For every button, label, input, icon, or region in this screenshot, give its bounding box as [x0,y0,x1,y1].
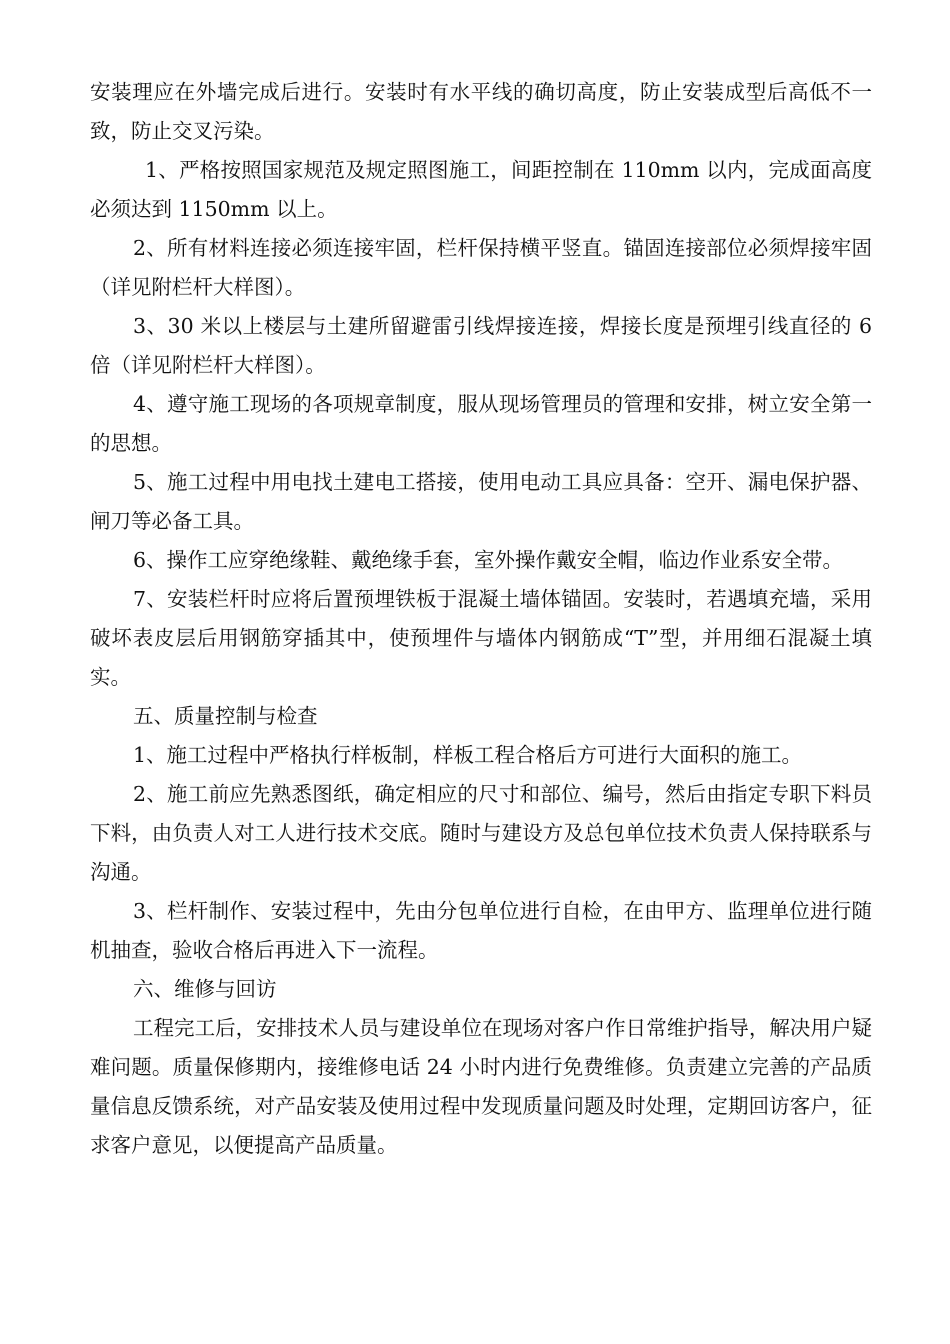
paragraph-item-4: 4、遵守施工现场的各项规章制度，服从现场管理员的管理和安排，树立安全第一的思想。 [90,392,872,455]
paragraph-item-7: 7、安装栏杆时应将后置预埋铁板于混凝土墙体锚固。安装时，若遇填充墙，采用破坏表皮层后用钢筋穿插其中，使预埋件与墙体内钢筋成“T”型，并用细石混凝土填实。 [90,587,872,689]
paragraph-maintenance: 工程完工后，安排技术人员与建设单位在现场对客户作日常维护指导，解决用户疑难问题。质量保修期内，接维修电话 24 小时内进行免费维修。负责建立完善的产品质量信息反馈系统，对产品安装及使用过程中发现质量问题及时处理，定期回访客户，征求客户意见，以便提高产品质量。 [90,1016,872,1157]
paragraph-quality-1: 1、施工过程中严格执行样板制，样板工程合格后方可进行大面积的施工。 [133,743,803,767]
paragraph-item-2: 2、所有材料连接必须连接牢固，栏杆保持横平竖直。锚固连接部位必须焊接牢固（详见附栏杆大样图）。 [90,236,872,299]
paragraph-item-6: 6、操作工应穿绝缘鞋、戴绝缘手套，室外操作戴安全帽，临边作业系安全带。 [133,548,844,572]
paragraph-quality-2: 2、施工前应先熟悉图纸，确定相应的尺寸和部位、编号，然后由指定专职下料员下料，由负责人对工人进行技术交底。随时与建设方及总包单位技术负责人保持联系与沟通。 [90,782,872,884]
section-heading-quality-control: 五、质量控制与检查 [133,704,318,728]
paragraph-item-1: 1、严格按照国家规范及规定照图施工，间距控制在 110mm 以内，完成面高度必须达到 1150mm 以上。 [90,158,872,221]
paragraph-quality-3: 3、栏杆制作、安装过程中，先由分包单位进行自检，在由甲方、监理单位进行随机抽查，验收合格后再进入下一流程。 [90,899,872,962]
document-body [90,73,872,1165]
paragraph-continuation: 安装理应在外墙完成后进行。安装时有水平线的确切高度，防止安装成型后高低不一致，防止交叉污染。 [90,80,872,143]
paragraph-item-3: 3、30 米以上楼层与土建所留避雷引线焊接连接，焊接长度是预埋引线直径的 6 倍（详见附栏杆大样图）。 [90,314,872,377]
paragraph-item-5: 5、施工过程中用电找土建电工搭接，使用电动工具应具备：空开、漏电保护器、闸刀等必备工具。 [90,470,872,533]
section-heading-maintenance: 六、维修与回访 [133,977,277,1001]
